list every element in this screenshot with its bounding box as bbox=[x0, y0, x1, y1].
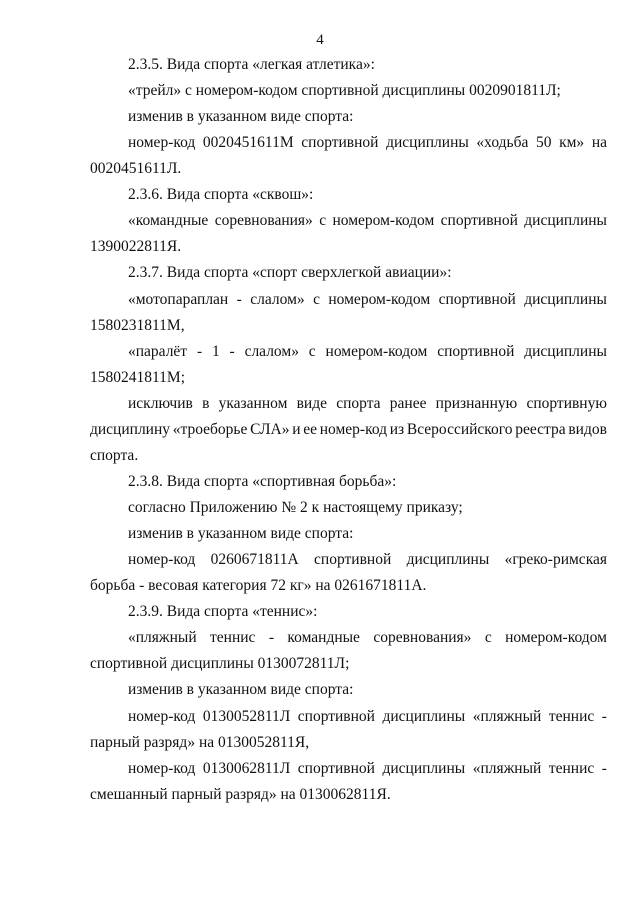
text-line: спорта. bbox=[90, 447, 139, 464]
text-line: парный разряд» на 0130052811Я, bbox=[90, 734, 310, 751]
paragraph-heading-2-3-7: 2.3.7. Вида спорта «спорт сверхлегкой авиации»: bbox=[128, 264, 452, 281]
word: Всероссийского bbox=[406, 421, 513, 438]
word: реестра bbox=[515, 421, 566, 438]
word: дисциплины bbox=[382, 708, 466, 725]
page-number: 4 bbox=[316, 32, 324, 48]
word: номер-код bbox=[319, 421, 388, 438]
word: номер-код bbox=[128, 134, 196, 151]
word: указанном bbox=[218, 395, 288, 412]
word: «пляжный bbox=[472, 708, 542, 725]
text-line: согласно Приложению № 2 к настоящему приказу; bbox=[128, 499, 463, 516]
word: 0130052811Л bbox=[202, 708, 291, 725]
word: 50 bbox=[535, 134, 552, 151]
word: с bbox=[308, 343, 316, 360]
word: номер-код bbox=[128, 760, 196, 777]
word: дисциплины bbox=[524, 212, 607, 229]
word: спортивной bbox=[297, 760, 375, 777]
word: СЛА» bbox=[250, 421, 290, 438]
word: и bbox=[292, 421, 301, 438]
word: спортивную bbox=[526, 395, 607, 412]
text-line: «трейл» с номером-кодом спортивной дисциплины 0020901811Л; bbox=[128, 82, 561, 99]
word: ранее bbox=[389, 395, 427, 412]
word: дисциплины bbox=[524, 343, 607, 360]
word: соревнования» bbox=[214, 212, 313, 229]
word: исключив bbox=[128, 395, 193, 412]
word: - bbox=[268, 629, 274, 646]
word: спортивной bbox=[437, 343, 515, 360]
word: с bbox=[319, 212, 327, 229]
text-line-justified bbox=[128, 211, 607, 231]
word: с bbox=[484, 629, 492, 646]
word: «мотопараплан bbox=[128, 291, 229, 308]
word: спорта bbox=[336, 395, 381, 412]
word: 0020451611М bbox=[202, 134, 294, 151]
word: теннис bbox=[548, 760, 595, 777]
text-line-justified bbox=[128, 394, 607, 414]
word: - bbox=[601, 708, 607, 725]
word: видов bbox=[568, 421, 607, 438]
word: дисциплины bbox=[524, 291, 607, 308]
word: дисциплины bbox=[382, 760, 466, 777]
word: номером-кодом bbox=[328, 291, 431, 308]
word: в bbox=[202, 395, 210, 412]
text-line-justified bbox=[128, 759, 607, 779]
paragraph-heading-2-3-8: 2.3.8. Вида спорта «спортивная борьба»: bbox=[128, 473, 397, 490]
text-line-justified bbox=[128, 628, 607, 648]
word: из bbox=[389, 421, 405, 438]
text-line-justified bbox=[128, 707, 607, 727]
word: км» bbox=[559, 134, 585, 151]
text-line: изменив в указанном виде спорта: bbox=[128, 108, 354, 125]
word: слалом» bbox=[244, 343, 299, 360]
word: теннис bbox=[548, 708, 595, 725]
word: - bbox=[236, 291, 242, 308]
word: с bbox=[313, 291, 320, 308]
word: ее bbox=[303, 421, 318, 438]
word: - bbox=[601, 760, 607, 777]
word: 0260671811А bbox=[210, 551, 299, 568]
word: «пляжный bbox=[128, 629, 197, 646]
text-line: 1580241811М; bbox=[90, 369, 186, 386]
word: спортивной bbox=[301, 134, 379, 151]
word: номером-кодом bbox=[332, 212, 435, 229]
word: номер-код bbox=[128, 708, 196, 725]
text-line-justified bbox=[90, 420, 607, 440]
text-line-justified bbox=[128, 342, 607, 362]
paragraph-heading-2-3-9: 2.3.9. Вида спорта «теннис»: bbox=[128, 603, 318, 620]
word: командные bbox=[287, 629, 360, 646]
word: спортивной bbox=[297, 708, 375, 725]
word: 0130062811Л bbox=[202, 760, 291, 777]
word: спортивной bbox=[440, 212, 518, 229]
text-line: 0020451611Л. bbox=[90, 160, 182, 177]
word: «паралёт bbox=[128, 343, 188, 360]
word: дисциплины bbox=[386, 134, 469, 151]
word: спортивной bbox=[314, 551, 392, 568]
text-line-justified bbox=[128, 550, 607, 570]
word: - bbox=[229, 343, 235, 360]
word: номером-кодом bbox=[325, 343, 428, 360]
text-line: смешанный парный разряд» на 0130062811Я. bbox=[90, 786, 391, 803]
word: 1 bbox=[211, 343, 220, 360]
word: «ходьба bbox=[476, 134, 529, 151]
text-line: борьба - весовая категория 72 кг» на 0261671811А. bbox=[90, 577, 427, 594]
paragraph-heading-2-3-5: 2.3.5. Вида спорта «легкая атлетика»: bbox=[128, 56, 375, 73]
word: слалом» bbox=[250, 291, 305, 308]
word: «командные bbox=[128, 212, 209, 229]
text-line: 1390022811Я. bbox=[90, 238, 182, 255]
text-line-justified bbox=[128, 290, 607, 310]
word: номер-код bbox=[128, 551, 196, 568]
word: дисциплину bbox=[90, 421, 171, 438]
text-line: спортивной дисциплины 0130072811Л; bbox=[90, 655, 350, 672]
text-line-justified bbox=[128, 133, 607, 153]
word: на bbox=[591, 134, 607, 151]
word: «пляжный bbox=[472, 760, 542, 777]
text-line: изменив в указанном виде спорта: bbox=[128, 525, 354, 542]
word: теннис bbox=[210, 629, 256, 646]
word: номером-кодом bbox=[505, 629, 607, 646]
word: признанную bbox=[435, 395, 518, 412]
word: «греко-римская bbox=[504, 551, 607, 568]
text-line: изменив в указанном виде спорта: bbox=[128, 681, 354, 698]
word: виде bbox=[296, 395, 327, 412]
word: «троеборье bbox=[172, 421, 248, 438]
word: дисциплины bbox=[406, 551, 490, 568]
word: спортивной bbox=[438, 291, 516, 308]
word: - bbox=[196, 343, 203, 360]
word: соревнования» bbox=[373, 629, 472, 646]
text-line: 1580231811М, bbox=[90, 317, 185, 334]
paragraph-heading-2-3-6: 2.3.6. Вида спорта «сквош»: bbox=[128, 186, 314, 203]
